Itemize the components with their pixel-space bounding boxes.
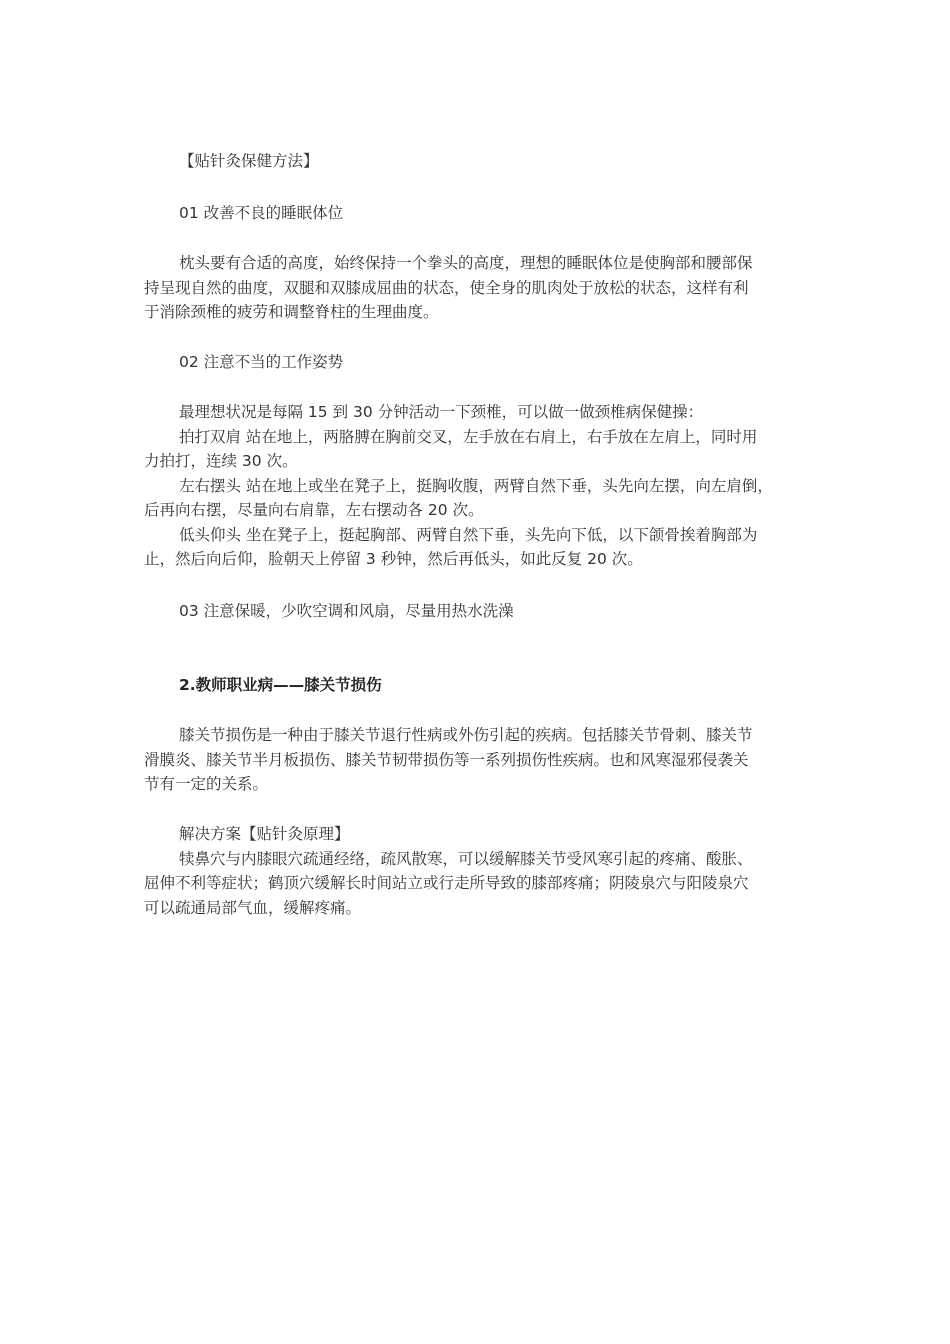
paragraph-line: 节有一定的关系。 bbox=[144, 775, 269, 793]
paragraph-line: 持呈现自然的曲度，双腿和双膝成屈曲的状态，使全身的肌肉处于放松的状态，这样有利 bbox=[144, 278, 749, 297]
paragraph-line: 枕头要有合适的高度，始终保持一个拳头的高度，理想的睡眠体位是使胸部和腰部保 bbox=[179, 254, 753, 272]
heading-text: 【贴针灸保健方法】 bbox=[179, 152, 319, 170]
paragraph-line: 犊鼻穴与内膝眼穴疏通经络，疏风散寒，可以缓解膝关节受风寒引起的疼痛、酸胀、 bbox=[179, 849, 753, 868]
exercise-line: 止，然后向后仰，脸朝天上停留 3 秒钟，然后再低头，如此反复 20 次。 bbox=[144, 550, 643, 568]
item-03-title bbox=[144, 599, 812, 624]
solution-title: 解决方案【贴针灸原理】 bbox=[179, 825, 350, 843]
exercise-line: 后再向右摆，尽量向右肩靠，左右摆动各 20 次。 bbox=[144, 501, 484, 519]
paragraph-line: 最理想状况是每隔 15 到 30 分钟活动一下颈椎，可以做一做颈椎病保健操： bbox=[179, 403, 704, 421]
exercise-line: 低头仰头 坐在凳子上，挺起胸部、两臂自然下垂，头先向下低，以下颌骨挨着胸部为 bbox=[179, 525, 758, 544]
item-03-title-text: 03 注意保暖，少吹空调和风扇，尽量用热水洗澡 bbox=[179, 602, 514, 620]
paragraph-line: 滑膜炎、膝关节半月板损伤、膝关节韧带损伤等一系列损伤性疾病。也和风寒湿邪侵袭关 bbox=[144, 750, 749, 769]
item-01-title-text: 01 改善不良的睡眠体位 bbox=[179, 204, 344, 222]
paragraph-line: 于消除颈椎的疲劳和调整脊柱的生理曲度。 bbox=[144, 303, 439, 321]
section-heading-acupuncture-methods bbox=[144, 149, 812, 174]
heading-text: 2.教师职业病——膝关节损伤 bbox=[179, 676, 382, 694]
solution-paragraph bbox=[144, 822, 812, 920]
paragraph-line: 屈伸不利等症状；鹤顶穴缓解长时间站立或行走所导致的膝部疼痛；阴陵泉穴与阳陵泉穴 bbox=[144, 874, 749, 892]
item-01-paragraph bbox=[144, 251, 812, 325]
knee-injury-intro-paragraph bbox=[144, 723, 812, 797]
section-heading-knee-injury bbox=[144, 673, 812, 698]
item-01-title bbox=[144, 201, 812, 226]
exercise-line: 力拍打，连续 30 次。 bbox=[144, 452, 298, 470]
item-02-title bbox=[144, 350, 812, 375]
exercise-line: 左右摆头 站在地上或坐在凳子上，挺胸收腹，两臂自然下垂，头先向左摆，向左肩倒， bbox=[179, 476, 773, 495]
item-02-paragraph bbox=[144, 400, 812, 572]
paragraph-line: 可以疏通局部气血，缓解疼痛。 bbox=[144, 898, 362, 917]
item-02-title-text: 02 注意不当的工作姿势 bbox=[179, 353, 344, 371]
paragraph-line: 膝关节损伤是一种由于膝关节退行性病或外伤引起的疾病。包括膝关节骨刺、膝关节 bbox=[179, 726, 753, 744]
exercise-line: 拍打双肩 站在地上，两胳膊在胸前交叉，左手放在右肩上，右手放在左肩上，同时用 bbox=[179, 427, 758, 446]
